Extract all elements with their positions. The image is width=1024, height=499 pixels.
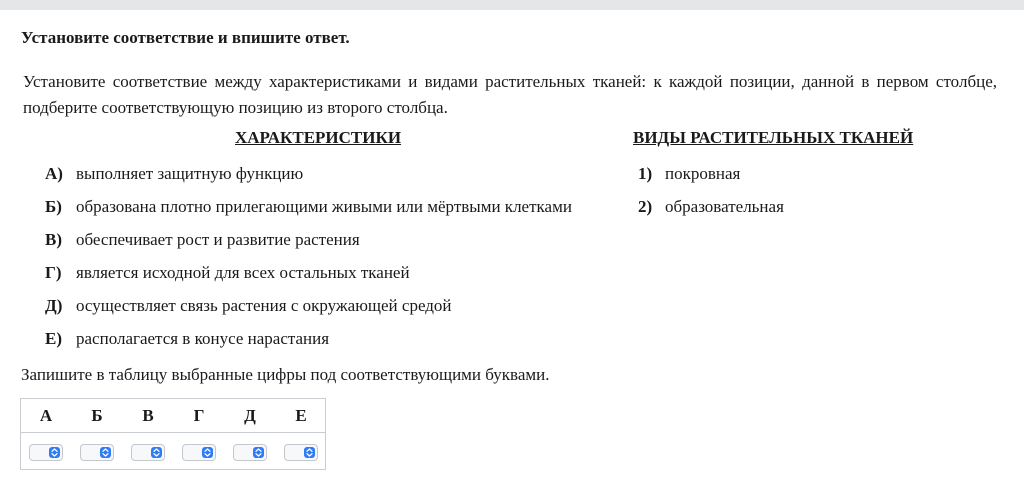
characteristic-letter: Б) <box>45 197 62 216</box>
answer-select-g[interactable] <box>182 444 216 461</box>
select-box[interactable] <box>182 444 216 461</box>
answer-header-g: Г <box>193 406 205 425</box>
answer-header-e: Е <box>295 406 307 425</box>
select-box[interactable] <box>131 444 165 461</box>
characteristic-text: выполняет защитную функцию <box>76 164 304 183</box>
top-bar <box>0 0 1024 10</box>
answer-select-e[interactable] <box>284 444 318 461</box>
select-box[interactable] <box>233 444 267 461</box>
tissue-text: образовательная <box>665 197 784 216</box>
task-instruction: Установите соответствие между характеристиками и видами растительных тканей: к каждой позиции, данной в первом столбце, подберите соответствующую позицию из второго столбца. <box>23 72 997 117</box>
answer-select-d[interactable] <box>233 444 267 461</box>
updown-chevron-icon[interactable] <box>304 447 315 458</box>
answer-header-d: Д <box>244 406 256 425</box>
answer-table <box>20 398 326 470</box>
updown-chevron-icon[interactable] <box>49 447 60 458</box>
characteristic-letter: А) <box>45 164 63 183</box>
updown-chevron-icon[interactable] <box>151 447 162 458</box>
answer-select-a[interactable] <box>29 444 63 461</box>
select-box[interactable] <box>284 444 318 461</box>
characteristic-text: образована плотно прилегающими живыми или мёртвыми клетками <box>76 197 572 216</box>
tissue-number: 1) <box>638 164 653 183</box>
tissues-header: ВИДЫ РАСТИТЕЛЬНЫХ ТКАНЕЙ <box>633 128 914 147</box>
characteristic-text: является исходной для всех остальных тканей <box>76 263 410 282</box>
tissue-number: 2) <box>638 197 653 216</box>
answer-select-v[interactable] <box>131 444 165 461</box>
task-title: Установите соответствие и впишите ответ. <box>21 28 350 47</box>
characteristic-text: обеспечивает рост и развитие растения <box>76 230 360 249</box>
tissue-text: покровная <box>665 164 741 183</box>
select-box[interactable] <box>80 444 114 461</box>
characteristic-letter: Е) <box>45 329 62 348</box>
characteristic-letter: Д) <box>45 296 63 315</box>
characteristic-letter: Г) <box>45 263 62 282</box>
select-box[interactable] <box>29 444 63 461</box>
answer-header-b: Б <box>91 406 103 425</box>
answer-table-header <box>21 399 325 433</box>
characteristic-text: располагается в конусе нарастания <box>76 329 330 348</box>
answer-header-v: В <box>142 406 154 425</box>
updown-chevron-icon[interactable] <box>100 447 111 458</box>
characteristic-letter: В) <box>45 230 62 249</box>
updown-chevron-icon[interactable] <box>253 447 264 458</box>
updown-chevron-icon[interactable] <box>202 447 213 458</box>
answer-instruction: Запишите в таблицу выбранные цифры под соответствующими буквами. <box>21 365 550 384</box>
answer-header-a: А <box>39 406 53 425</box>
characteristic-text: осуществляет связь растения с окружающей средой <box>76 296 452 315</box>
answer-select-b[interactable] <box>80 444 114 461</box>
characteristics-header: ХАРАКТЕРИСТИКИ <box>235 128 402 147</box>
